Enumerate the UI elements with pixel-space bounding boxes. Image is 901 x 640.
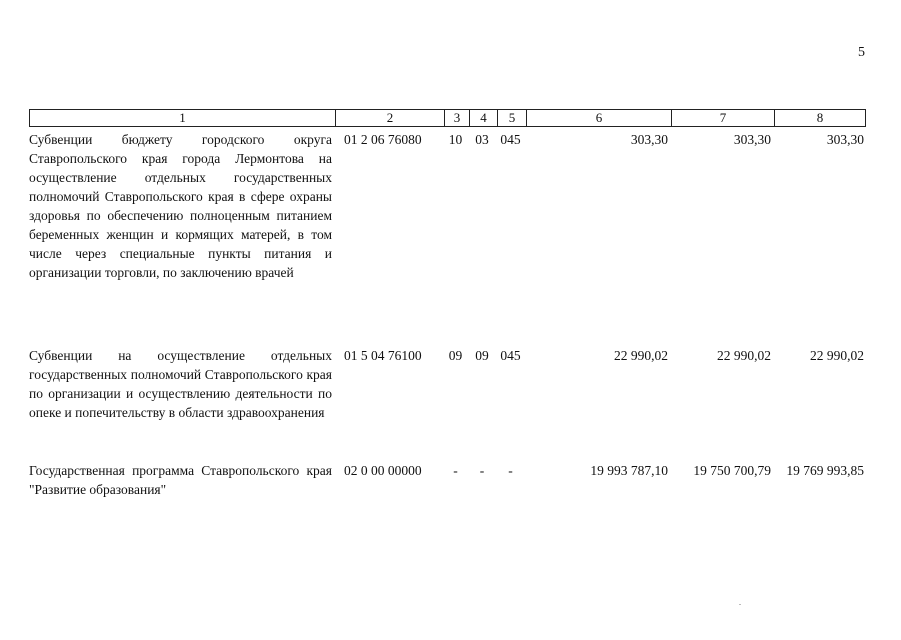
row-amount-col-8: 19 769 993,85 (786, 463, 864, 478)
row-amount-col-7: 22 990,02 (717, 348, 771, 363)
row-description: Субвенции бюджету городского округа Ставропольского края города Лермонтова на осуществление отдельных государственных полномочий Ставропольского края в сфере охраны здоровья по обеспечению полноценным питанием беременных женщин и кормящих матерей, в том числе через специальные пункты питания и организации торговли, по заключению врачей (29, 132, 332, 280)
row-amount-col-7: 303,30 (733, 132, 771, 147)
table-row (29, 461, 866, 499)
header-col-5: 5 (497, 110, 526, 126)
row-code: 01 5 04 76100 (344, 348, 422, 363)
header-col-1: 1 (179, 110, 186, 125)
header-col-7: 7 (671, 110, 774, 126)
row-description: Субвенции на осуществление отдельных государственных полномочий Ставропольского края по организации и осуществлению деятельности по опеке и попечительству в области здравоохранения (29, 348, 332, 420)
row-col-5: 045 (500, 348, 521, 363)
row-col-3: - (453, 463, 458, 478)
row-code: 01 2 06 76080 (344, 132, 422, 147)
header-col-4: 4 (469, 110, 497, 126)
row-col-3: 09 (448, 348, 463, 363)
row-col-4: 09 (475, 348, 489, 363)
table-header (29, 109, 866, 127)
table-row (29, 130, 866, 282)
header-col-3: 3 (444, 110, 469, 126)
row-amount-col-8: 303,30 (826, 132, 864, 147)
row-col-4: 03 (475, 132, 489, 147)
scan-speck (739, 604, 741, 605)
row-amount-col-8: 22 990,02 (810, 348, 864, 363)
header-col-6: 6 (526, 110, 671, 126)
page-number: 5 (858, 45, 865, 60)
row-description: Государственная программа Ставропольского края "Развитие образования" (29, 463, 332, 497)
row-col-4: - (479, 463, 485, 478)
row-col-3: 10 (448, 132, 463, 147)
table-row (29, 346, 866, 422)
row-amount-col-6: 22 990,02 (614, 348, 668, 363)
row-amount-col-7: 19 750 700,79 (693, 463, 771, 478)
row-amount-col-6: 303,30 (630, 132, 668, 147)
header-col-2: 2 (335, 110, 444, 126)
row-col-5: - (508, 463, 513, 478)
header-col-8: 8 (774, 110, 865, 126)
row-amount-col-6: 19 993 787,10 (590, 463, 668, 478)
row-code: 02 0 00 00000 (344, 463, 422, 478)
row-col-5: 045 (500, 132, 521, 147)
